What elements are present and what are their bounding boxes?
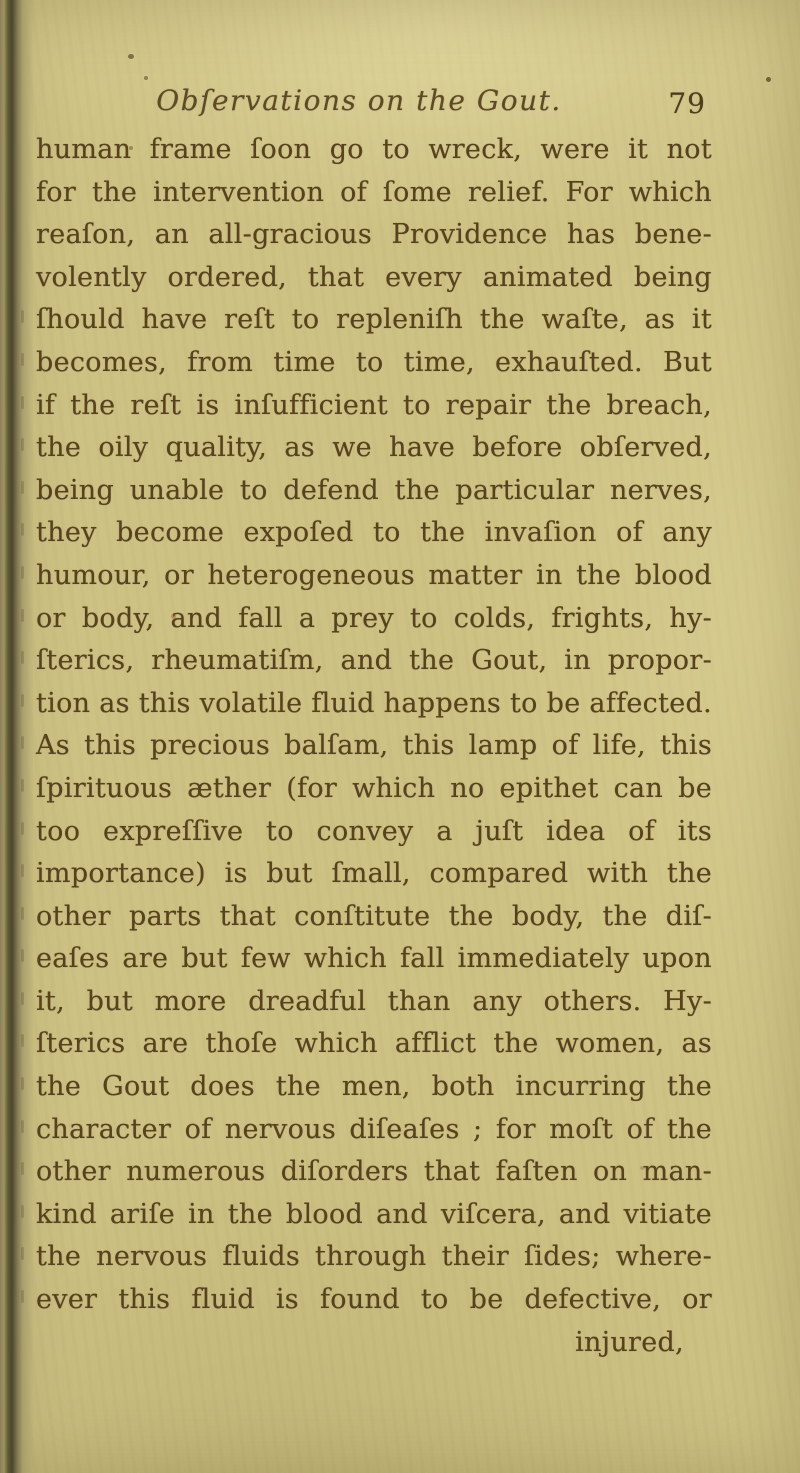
paragraph [36,129,712,1322]
text-line: or body, and fall a prey to colds, frights, hy- [36,598,712,641]
foxing-spot [129,146,133,150]
page-header [36,84,712,128]
text-line: humour, or heterogeneous matter in the blood [36,555,712,598]
text-line: volently ordered, that every animated being [36,261,712,293]
foxing-spot [144,76,148,80]
text-line: the oily quality, as we have before obſerved, [36,427,712,470]
text-line: it, but more dreadful than any others. Hy- [36,981,712,1024]
foxing-spot [766,77,771,82]
text-line: if the reſt is inſufficient to repair the breach, [36,385,712,428]
text-line: ſterics are thoſe which afflict the women, as [36,1023,712,1066]
text-line: the nervous fluids through their ſides; where- [36,1236,712,1279]
text-line: ſpirituous æther (for which no epithet can be [36,768,712,811]
binding-gutter [0,0,34,1473]
foxing-spot [171,614,176,619]
foxing-spot [128,54,134,59]
text-line: ſhould have reſt to repleniſh the waſte, as it [36,299,712,342]
page-number: 79 [668,87,706,120]
text-line: reaſon, an all-gracious Providence has bene- [36,219,712,251]
text-line: they become expoſed to the invaſion of any [36,512,712,555]
text-line: too expreſſive to convey a juſt idea of its [36,811,712,854]
text-line: for the intervention of ſome relief. For which [36,176,712,208]
running-title: Obſervations on the Gout. [156,84,562,117]
text-line: ever this fluid is found to be defective, or [36,1279,712,1322]
text-line: ſterics, rheumatiſm, and the Gout, in propor- [36,640,712,683]
text-line: the Gout does the men, both incurring the [36,1066,712,1109]
text-line: other parts that conſtitute the body, the diſ- [36,896,712,939]
catchword: injured, [575,1326,684,1358]
text-line: As this precious balſam, this lamp of life, this [36,725,712,768]
foxing-spot [640,1166,645,1170]
text-line: character of nervous diſeaſes ; for moſt of the [36,1109,712,1152]
text-line: importance) is but ſmall, compared with the [36,853,712,896]
text-line: becomes, from time to time, exhauſted. But [36,342,712,385]
body-text [36,129,712,1364]
text-line: other numerous diſorders that faſten on man- [36,1151,712,1194]
text-line: being unable to defend the particular nerves, [36,470,712,513]
text-line: eaſes are but few which fall immediately upon [36,938,712,981]
text-line: kind ariſe in the blood and viſcera, and vitiate [36,1194,712,1237]
text-line: human frame ſoon go to wreck, were it not [36,134,712,165]
text-line: tion as this volatile fluid happens to be affected. [36,683,712,726]
